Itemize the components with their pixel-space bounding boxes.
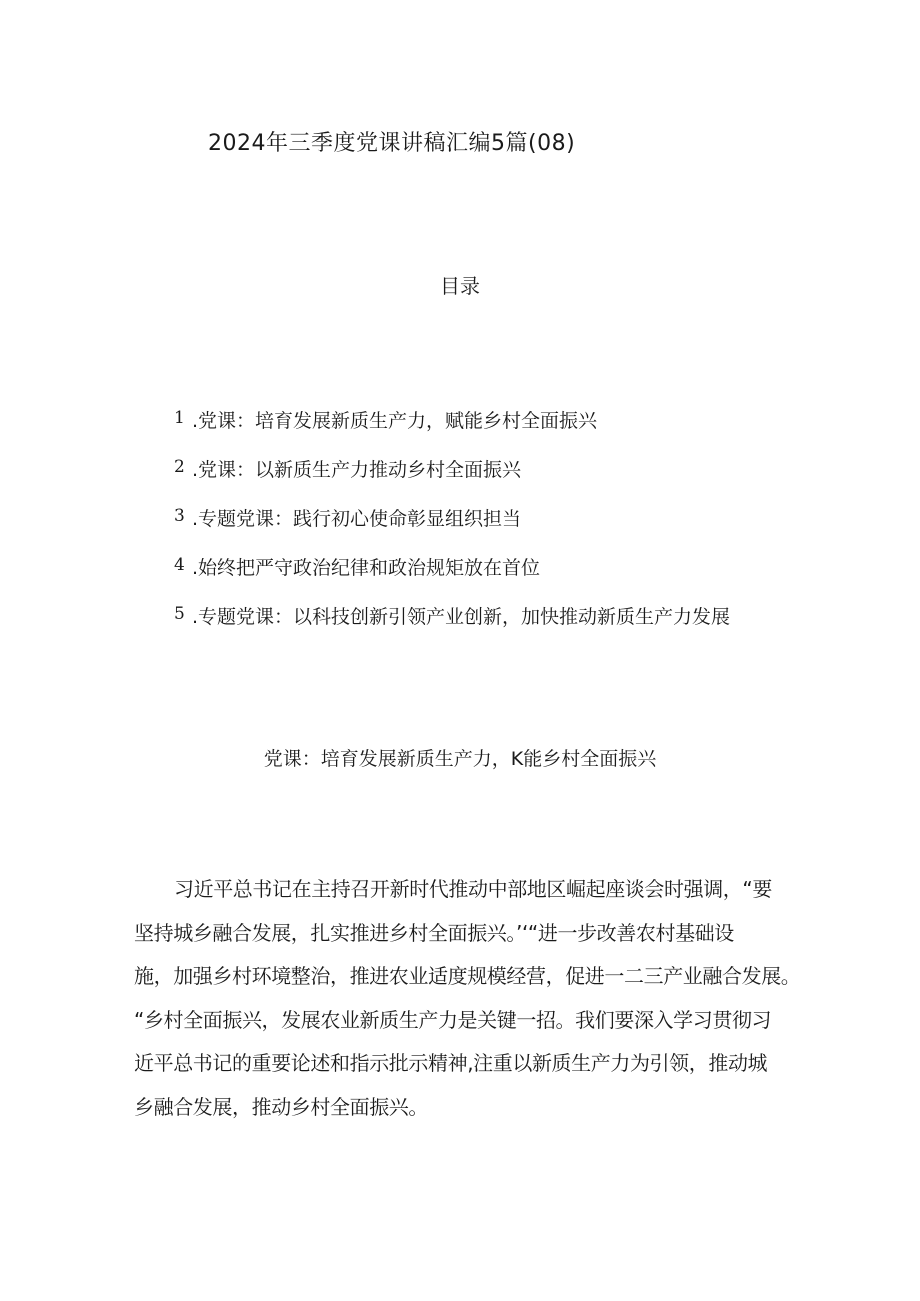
toc-item-number: 2 — [174, 457, 185, 477]
toc-item-text: .专题党课：践行初心使命彰显组织担当 — [192, 508, 522, 530]
section-title: 党课：培育发展新质生产力，K能乡村全面振兴 — [263, 748, 657, 770]
toc-item-number: 5 — [174, 604, 185, 624]
toc-item[interactable] — [174, 602, 730, 651]
toc-item[interactable] — [174, 504, 730, 553]
toc-heading: 目录 — [440, 274, 480, 298]
toc-item-text: .始终把严守政治纪律和政治规矩放在首位 — [192, 557, 541, 579]
toc-item-text: .党课：以新质生产力推动乡村全面振兴 — [192, 459, 522, 481]
toc-item-number: 4 — [174, 555, 185, 575]
toc-item-number: 1 — [174, 408, 185, 428]
body-line: “乡村全面振兴，发展农业新质生产力是关键一招。我们要深入学习贯彻习 — [134, 1007, 772, 1032]
toc-item[interactable] — [174, 455, 730, 504]
body-line: 乡融合发展，推动乡村全面振兴。 — [134, 1094, 428, 1119]
toc-item-number: 3 — [174, 506, 185, 526]
toc-list — [174, 406, 730, 651]
toc-item-text: .党课：培育发展新质生产力，赋能乡村全面振兴 — [192, 410, 598, 432]
body-line: 习近平总书记在主持召开新时代推动中部地区崛起座谈会时强调，“要 — [174, 877, 772, 901]
body-line: 施，加强乡村环境整治，推进农业适度规模经营，促进一二三产业融合发展。 — [134, 964, 801, 988]
body-line: 近平总书记的重要论述和指示批示精神,注重以新质生产力为引领，推动城 — [134, 1051, 768, 1075]
body-paragraph — [134, 876, 801, 1137]
body-line: 坚持城乡融合发展，扎实推进乡村全面振兴。’‘“进一步改善农村基础设 — [134, 920, 734, 945]
toc-item[interactable] — [174, 553, 730, 602]
toc-item-text: .专题党课：以科技创新引领产业创新，加快推动新质生产力发展 — [192, 606, 731, 628]
toc-item[interactable] — [174, 406, 730, 455]
page-title: 2024年三季度党课讲稿汇编5篇(08) — [208, 131, 576, 156]
